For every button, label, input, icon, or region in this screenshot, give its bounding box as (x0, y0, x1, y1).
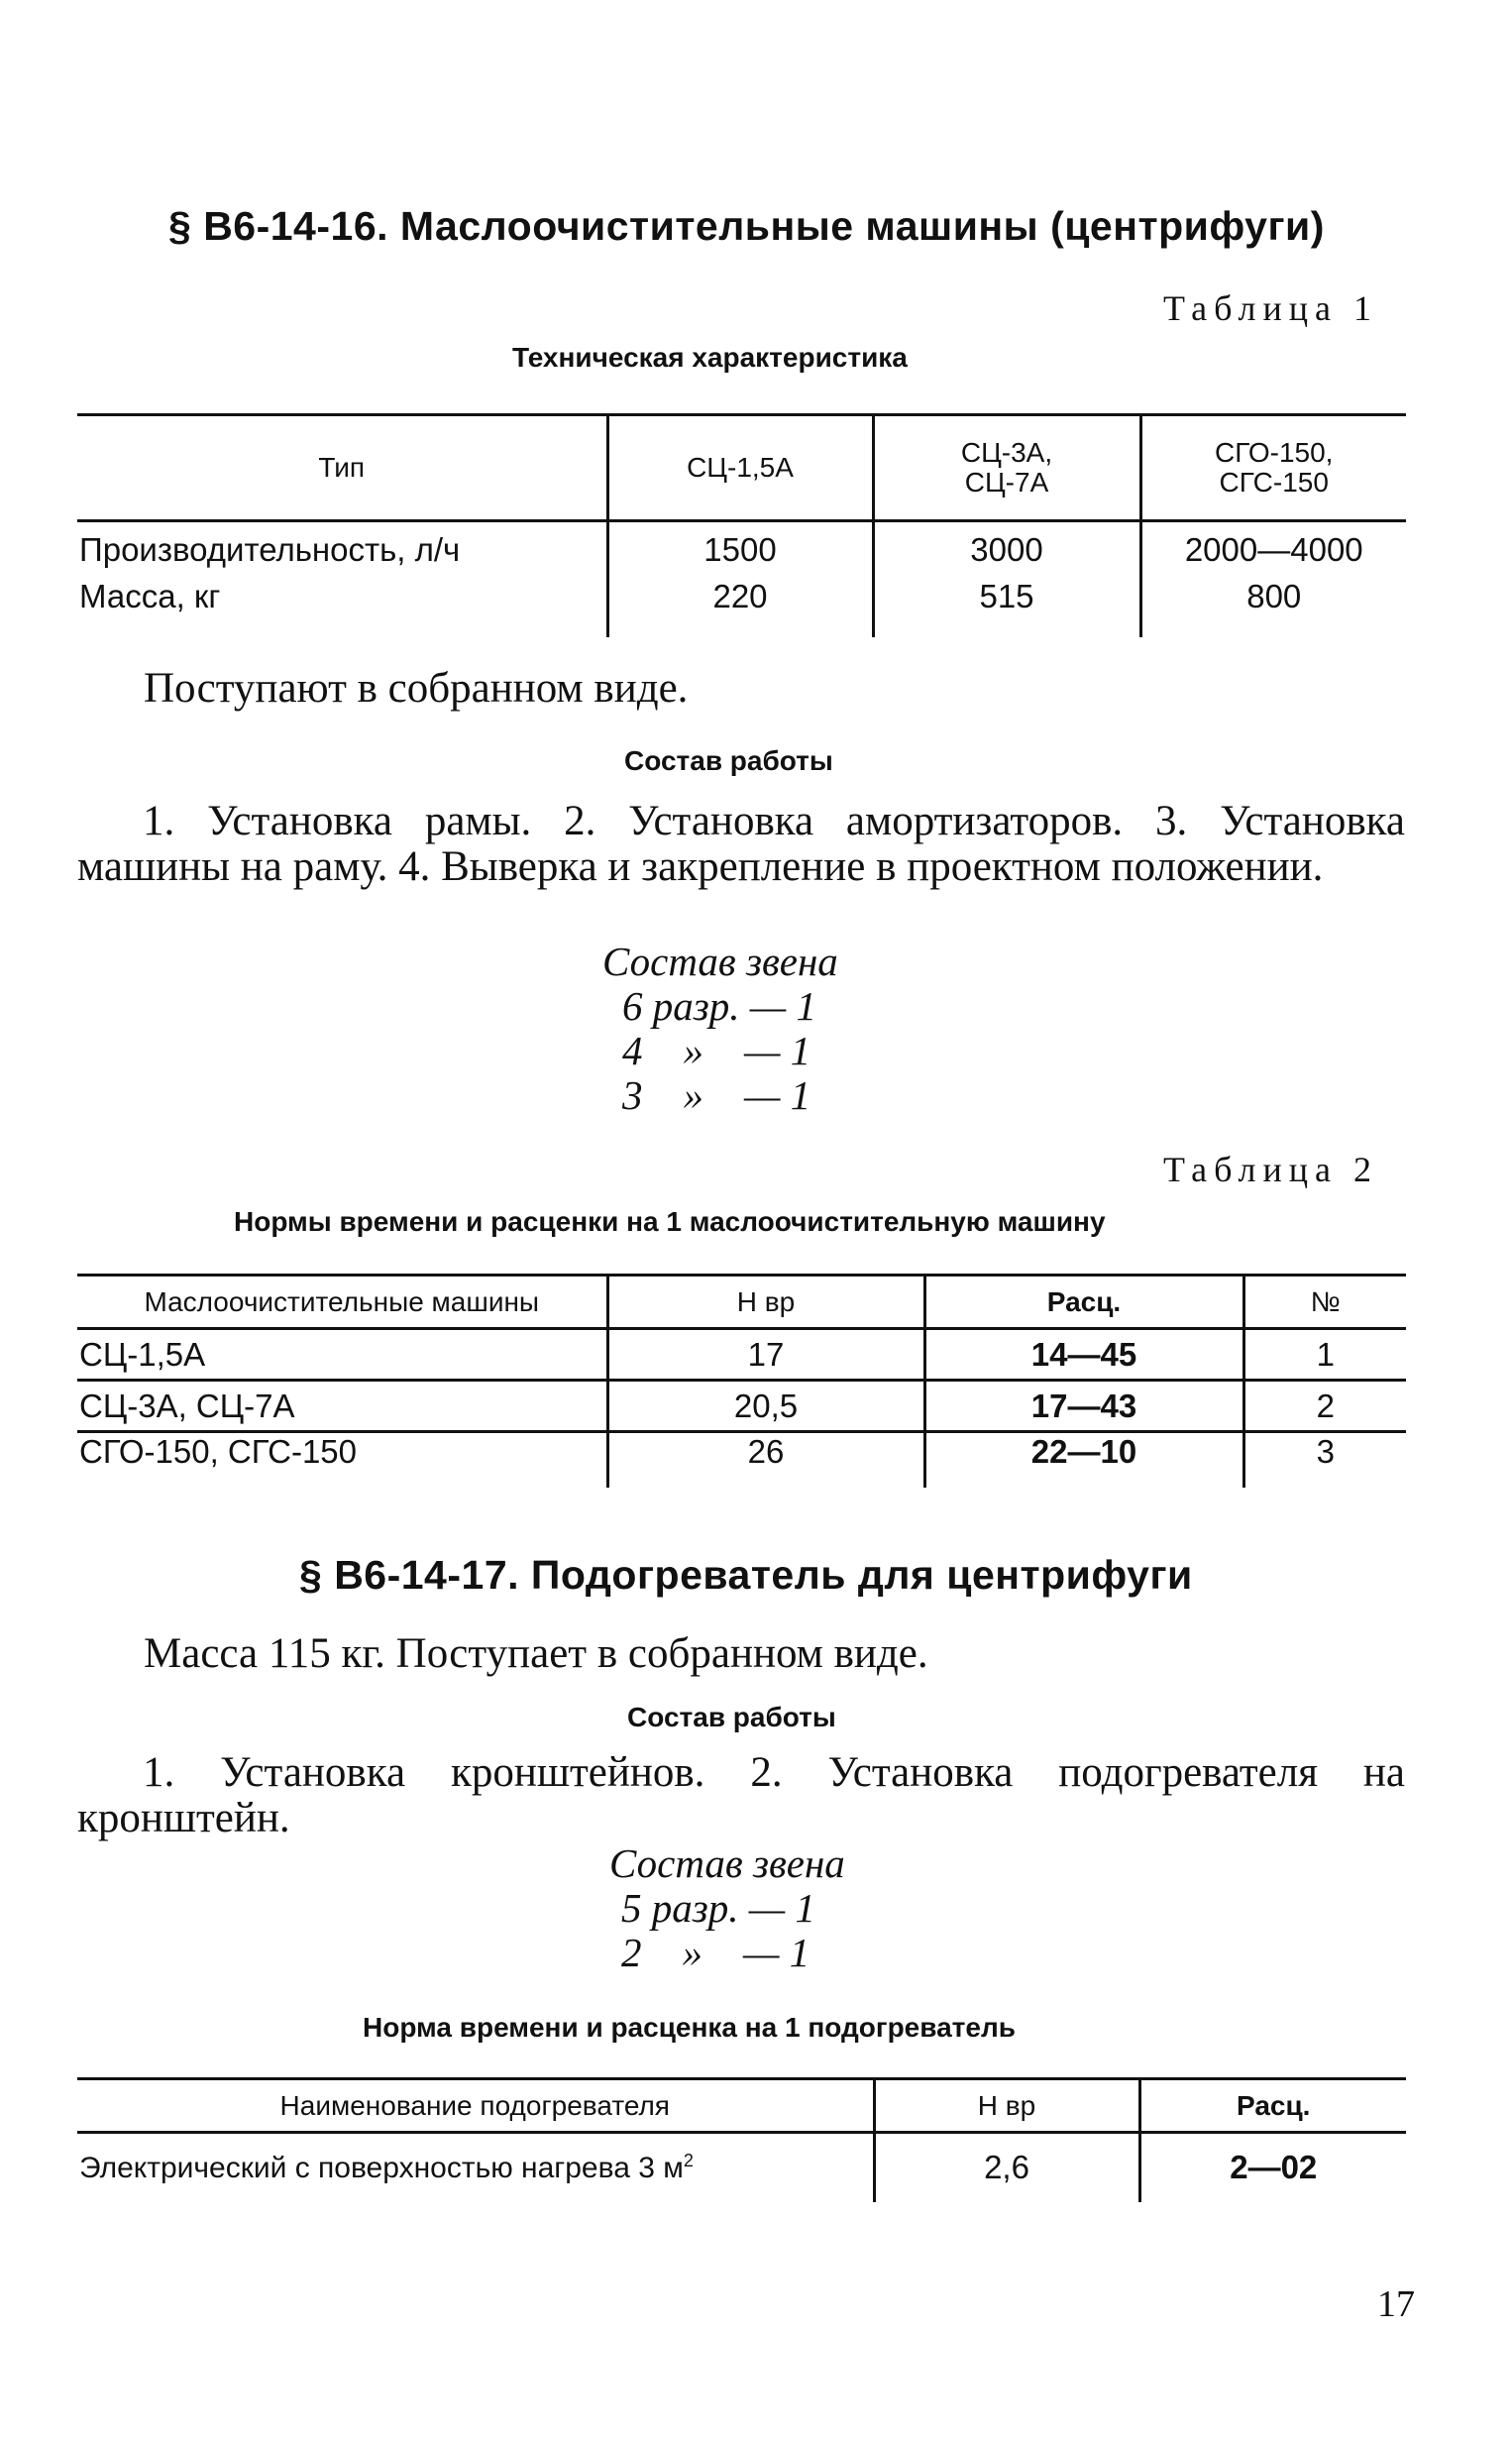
table2-title: Нормы времени и расценки на 1 маслоочистительную машину (234, 1206, 1106, 1237)
crew-composition-block (602, 940, 838, 1118)
table2-cell-rasc: 14—45 (924, 1329, 1243, 1381)
table2-header-number: № (1243, 1276, 1406, 1329)
table1-header-sgo-sgs (1140, 415, 1406, 521)
table1-header-sc3a-sc7a (873, 415, 1140, 521)
table3-cell-name (77, 2133, 874, 2202)
table2-cell-hvr: 17 (607, 1329, 924, 1381)
table2-cell-rasc: 17—43 (924, 1381, 1243, 1432)
crew-line: 5 разр. — 1 (621, 1885, 815, 1931)
table2-cell-number: 3 (1243, 1432, 1406, 1488)
crew-line: 6 разр. — 1 (622, 983, 816, 1029)
table1-header-sc15a: СЦ-1,5А (607, 415, 873, 521)
table1-cell: 515 (873, 578, 1140, 637)
table3-header-hvr: Н вр (874, 2079, 1139, 2133)
table-row (77, 521, 1406, 578)
work-composition-text: 1. Установка рамы. 2. Установка амортизаторов. 3. Установка машины на раму. 4. Выверка и закрепление в проектном положении. (77, 798, 1405, 890)
table-row (77, 1432, 1406, 1488)
table1-cell: 2000—4000 (1140, 521, 1406, 578)
work-composition-title: Состав работы (624, 745, 833, 776)
technical-characteristics-table (77, 413, 1406, 637)
table2-cell-machine: СГО-150, СГС-150 (79, 1433, 358, 1470)
crew-line: 4 » — 1 (622, 1028, 811, 1073)
table2-cell-hvr: 20,5 (607, 1381, 924, 1432)
table1-title: Техническая характеристика (512, 342, 908, 373)
table1-header-sgo150: СГО-150, (1215, 437, 1334, 468)
section-heading-b6-14-16: § В6-14-16. Маслоочистительные машины (центрифуги) (168, 203, 1325, 249)
table2-header-machines: Маслоочистительные машины (144, 1285, 540, 1317)
mass-text: Масса 115 кг. Поступает в собранном виде. (144, 1630, 928, 1677)
table1-cell: 1500 (607, 521, 873, 578)
section-heading-b6-14-17: § В6-14-17. Подогреватель для центрифуги (299, 1552, 1193, 1598)
table2-header-hvr: Н вр (607, 1276, 924, 1329)
table1-cell: 3000 (873, 521, 1140, 578)
table3-cell-rasc: 2—02 (1139, 2133, 1406, 2202)
table2-cell-number: 2 (1243, 1381, 1406, 1432)
heater-norms-table (77, 2077, 1406, 2202)
table1-header-sc3a: СЦ-3А, (960, 437, 1053, 468)
table2-cell-rasc: 22—10 (924, 1432, 1243, 1488)
delivery-text: Поступают в собранном виде. (144, 665, 689, 712)
crew-composition-block-2 (609, 1841, 845, 1975)
table1-cell: 220 (607, 578, 873, 637)
work-composition-text-2: 1. Установка кронштейнов. 2. Установка подогревателя на кронштейн. (77, 1749, 1405, 1841)
table-row (77, 578, 1406, 637)
work-composition-title-2: Состав работы (627, 1702, 836, 1732)
table1-header-sc7a: СЦ-7А (964, 467, 1049, 498)
table1-cell-label: Масса, кг (79, 577, 221, 614)
table3-cell-name-text: Электрический с поверхностью нагрева 3 м (79, 2151, 684, 2184)
table2-cell-machine: СЦ-1,5А (79, 1335, 206, 1373)
table2-cell-number: 1 (1243, 1329, 1406, 1381)
table-row (77, 2133, 1406, 2202)
table1-cell-label: Производительность, л/ч (79, 530, 461, 568)
crew-line: 2 » — 1 (621, 1930, 810, 1975)
crew-line: 3 » — 1 (622, 1072, 811, 1118)
table-row (77, 1329, 1406, 1381)
table3-cell-hvr: 2,6 (874, 2133, 1139, 2202)
table-row (77, 1381, 1406, 1432)
table1-caption: Таблица 1 (1163, 288, 1378, 328)
superscript-2: 2 (683, 2150, 694, 2170)
crew-title: Состав звена (609, 1840, 845, 1886)
table2-cell-machine: СЦ-3А, СЦ-7А (79, 1387, 295, 1424)
table3-header-row (77, 2079, 1406, 2133)
table2-cell-hvr: 26 (607, 1432, 924, 1488)
table1-cell: 800 (1140, 578, 1406, 637)
table2-header-row (77, 1276, 1406, 1329)
table2-header-rasc: Расц. (924, 1276, 1243, 1329)
table2-caption: Таблица 2 (1163, 1150, 1378, 1189)
time-norms-table (77, 1274, 1406, 1488)
crew-title: Состав звена (602, 939, 838, 984)
table1-header-sgs150: СГС-150 (1219, 467, 1329, 498)
table1-header-row (77, 415, 1406, 521)
table3-title: Норма времени и расценка на 1 подогреватель (363, 2012, 1016, 2043)
page-number: 17 (1377, 2283, 1415, 2325)
table3-header-rasc: Расц. (1139, 2079, 1406, 2133)
table1-header-type: Тип (318, 452, 366, 483)
table3-header-name: Наименование подогревателя (279, 2089, 670, 2121)
